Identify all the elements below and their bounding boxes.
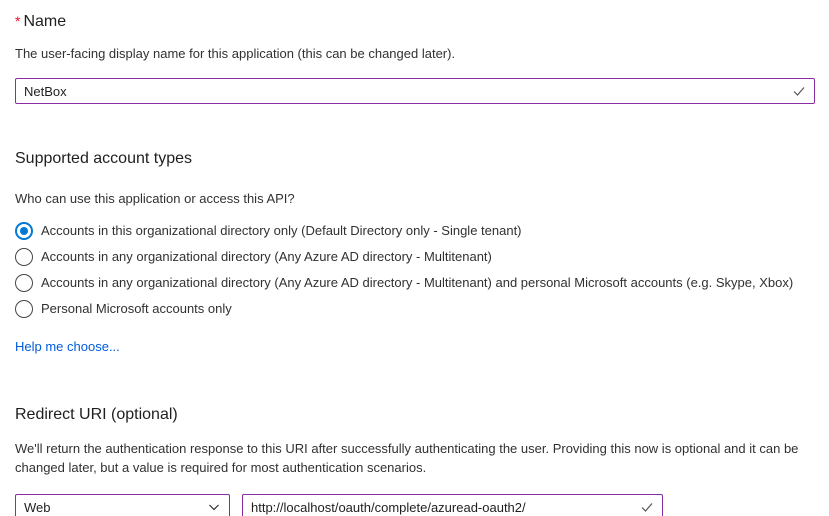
chevron-down-icon bbox=[207, 500, 221, 514]
radio-selected-icon bbox=[15, 222, 33, 240]
radio-unselected-icon bbox=[15, 248, 33, 266]
redirect-uri-description: We'll return the authentication response to this URI after successfully authenticating the user. Providing this now is optional and it can be changed later, but a value is required for most authentication scenarios. bbox=[15, 441, 799, 475]
radio-option-label: Accounts in this organizational directory only (Default Directory only - Single tenant) bbox=[41, 223, 522, 238]
platform-selected-value: Web bbox=[24, 499, 51, 515]
name-description: The user-facing display name for this application (this can be changed later). bbox=[15, 46, 456, 61]
platform-select-dropdown[interactable] bbox=[15, 494, 230, 516]
radio-unselected-icon bbox=[15, 274, 33, 292]
account-types-title: Supported account types bbox=[15, 150, 193, 167]
valid-checkmark-icon bbox=[639, 499, 655, 515]
radio-option-personal-only[interactable] bbox=[15, 296, 815, 322]
required-asterisk: * bbox=[15, 13, 21, 29]
radio-option-multitenant-personal[interactable] bbox=[15, 270, 815, 296]
name-title-text: Name bbox=[23, 13, 67, 30]
redirect-uri-input-container bbox=[242, 494, 663, 516]
redirect-uri-row bbox=[15, 494, 815, 516]
account-types-radio-group bbox=[15, 218, 815, 322]
radio-option-label: Accounts in any organizational directory (Any Azure AD directory - Multitenant) and personal Microsoft accounts (e.g. Skype, Xbox) bbox=[41, 275, 794, 290]
radio-option-single-tenant[interactable] bbox=[15, 218, 815, 244]
radio-option-multitenant[interactable] bbox=[15, 244, 815, 270]
name-section-title bbox=[15, 11, 815, 32]
name-input-container bbox=[15, 78, 815, 104]
radio-option-label: Personal Microsoft accounts only bbox=[41, 301, 232, 316]
radio-option-label: Accounts in any organizational directory (Any Azure AD directory - Multitenant) bbox=[41, 249, 492, 264]
help-me-choose-link[interactable]: Help me choose... bbox=[15, 339, 120, 354]
redirect-uri-input[interactable] bbox=[243, 495, 662, 516]
radio-unselected-icon bbox=[15, 300, 33, 318]
valid-checkmark-icon bbox=[791, 83, 807, 99]
redirect-uri-title: Redirect URI (optional) bbox=[15, 406, 178, 423]
name-input[interactable] bbox=[16, 79, 814, 103]
account-types-question: Who can use this application or access this API? bbox=[15, 191, 295, 206]
